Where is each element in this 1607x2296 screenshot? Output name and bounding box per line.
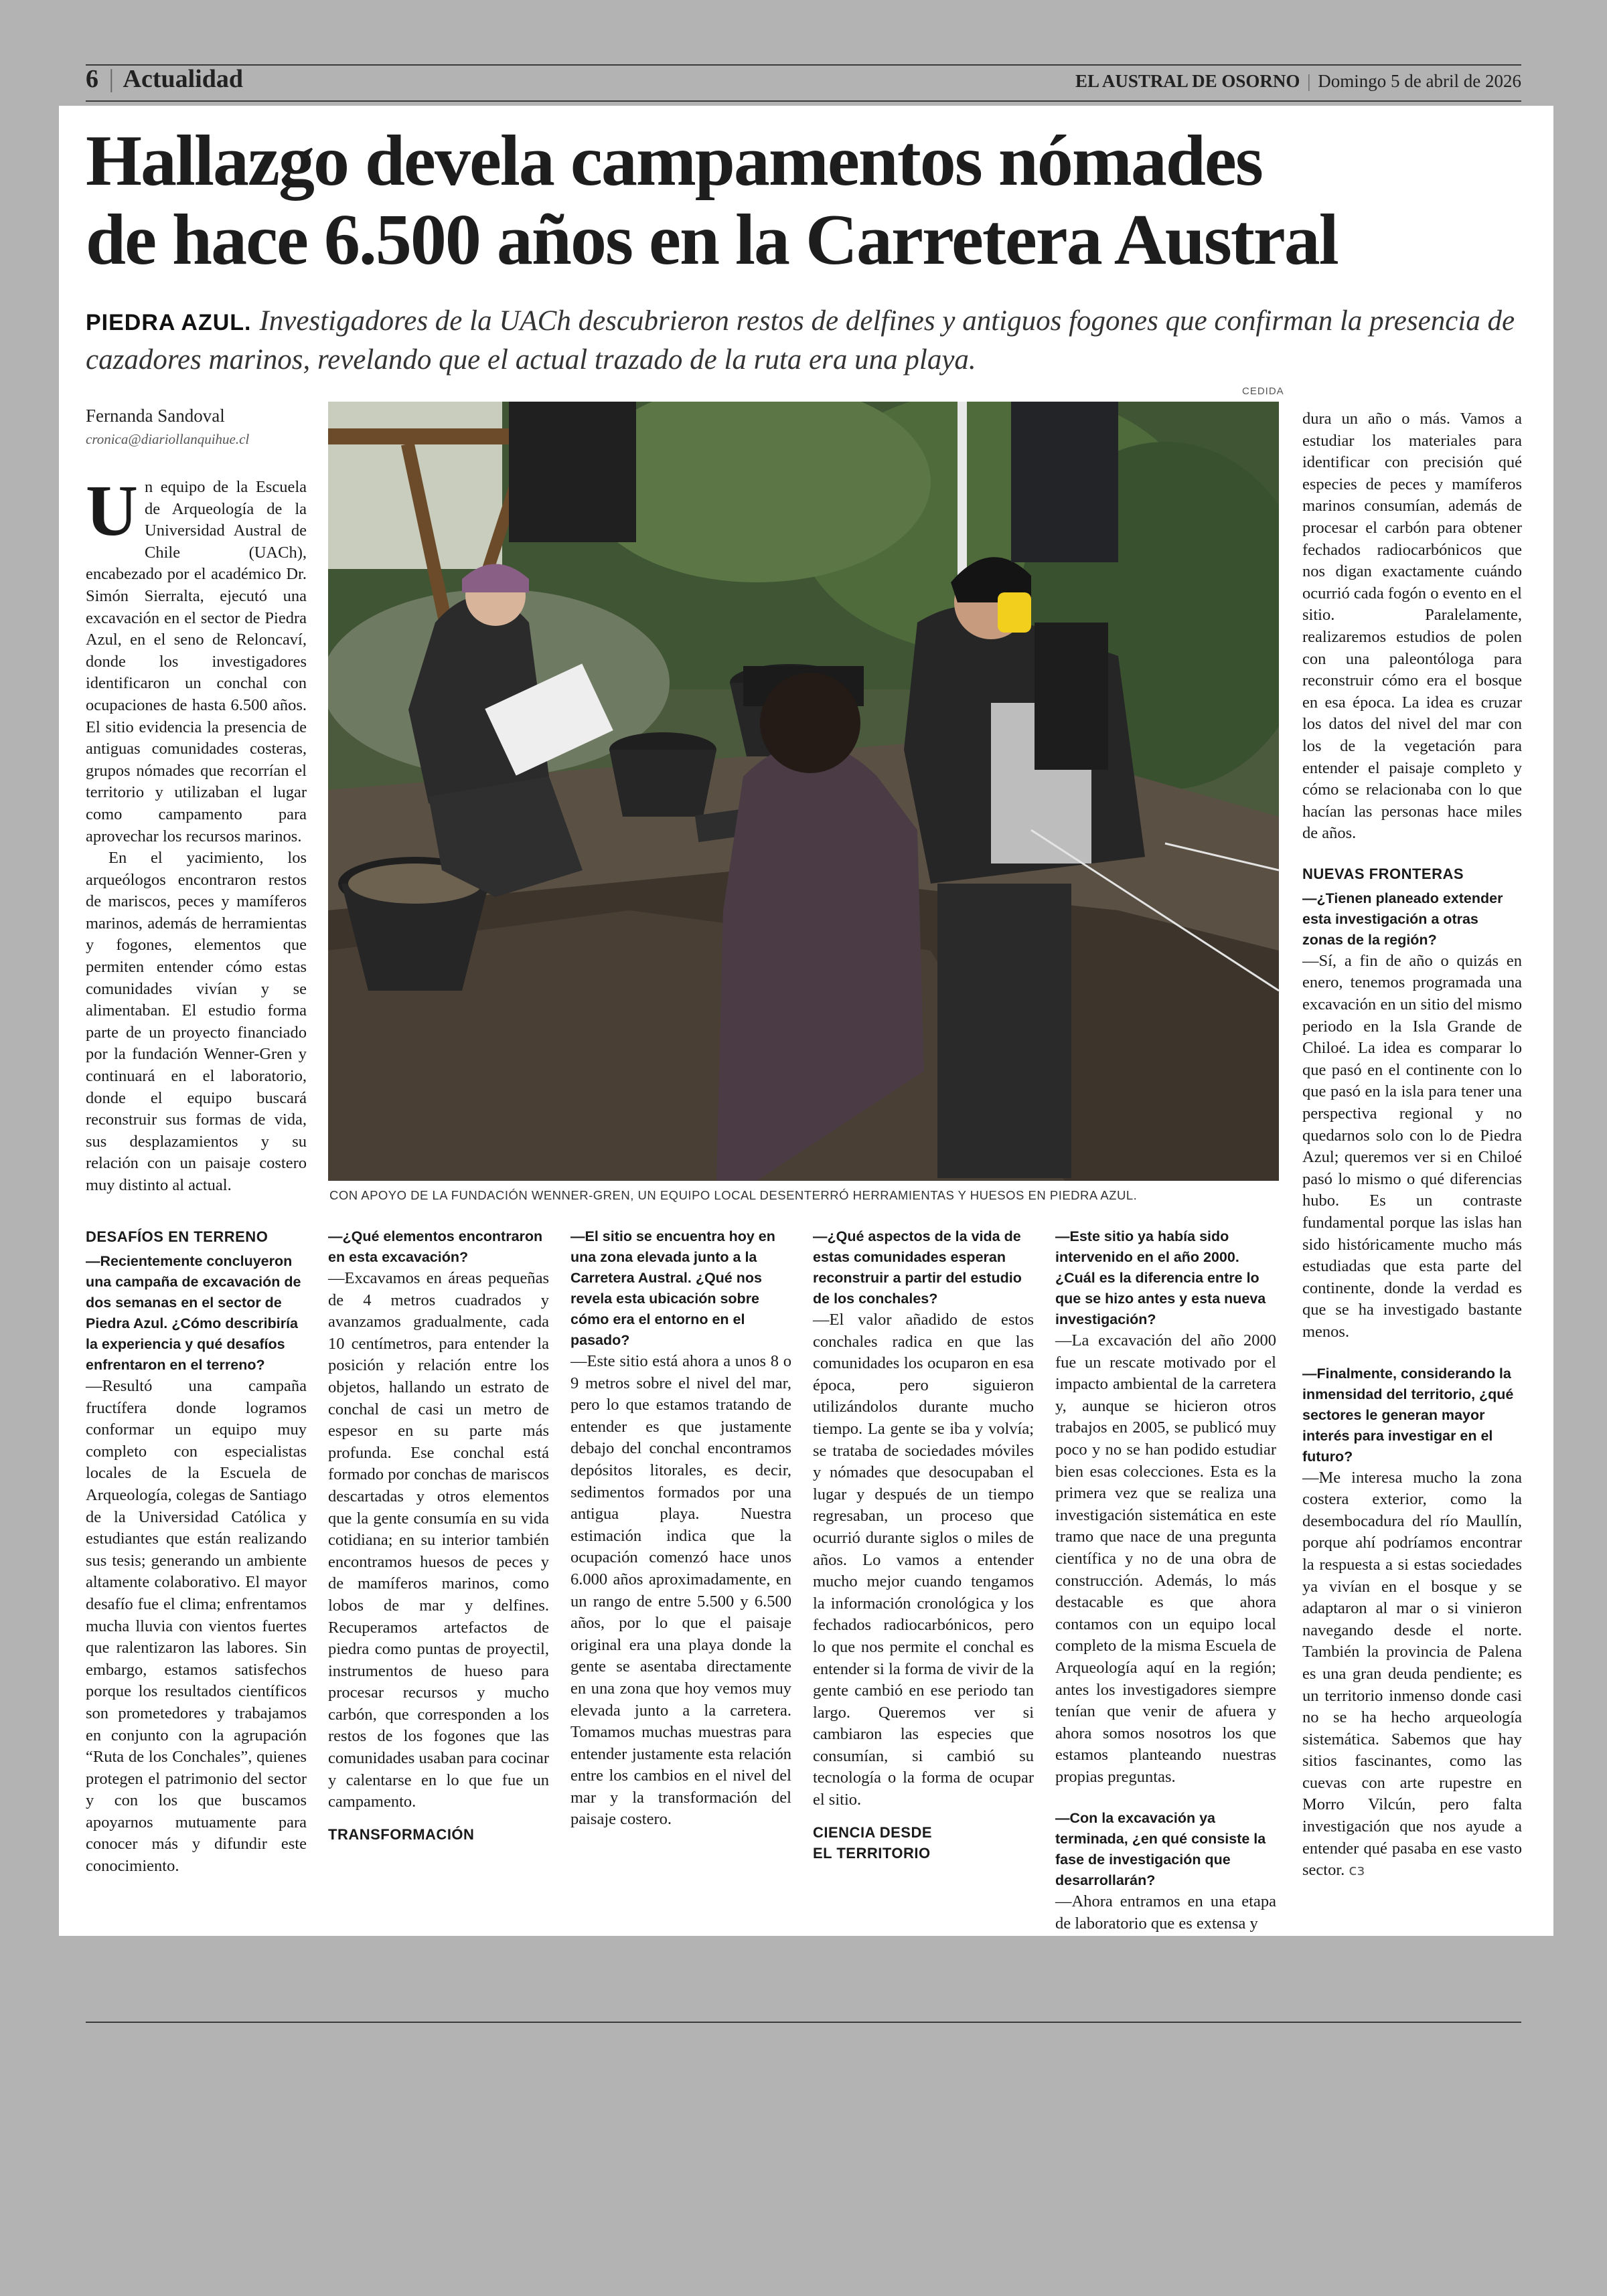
column-5 (1055, 1226, 1276, 1935)
intro-column (86, 471, 307, 1197)
column-1 (86, 1226, 307, 1878)
question-4: —¿Qué aspectos de la vida de estas comunidades esperan reconstruir a partir del estudio de los conchales? (813, 1228, 1022, 1307)
column-4 (813, 1226, 1034, 1864)
section-title-nuevas-fronteras: NUEVAS FRONTERAS (1302, 865, 1464, 882)
section-title-ciencia-line-1: CIENCIA DESDE (813, 1823, 933, 1841)
publication-date: Domingo 5 de abril de 2026 (1318, 71, 1521, 91)
answer-8-text: —Me interesa mucho la zona costera exterior, como la desembocadura del río Maullín, porque ahí podríamos encontrar la respuesta a si estas sociedades ya vivían en el bosque y se adaptaron al mar o si vinieron navegando desde el norte. También la provincia de Palena es una gran deuda pendiente; es un territorio inmenso donde casi no se ha hecho arqueología sistemática. Sabemos que hay sitios fascinantes, como las cuevas con arte rupestre en Morro Vilcún, pero falta investigación que nos ayude a entender qué pasaba en ese vasto sector. (1302, 1468, 1522, 1880)
author-name: Fernanda Sandoval (86, 406, 225, 426)
drop-cap: U (86, 471, 138, 551)
headline-line-1: Hallazgo devela campamentos nómades (86, 121, 1262, 201)
excavation-photo (328, 402, 1279, 1181)
question-3: —El sitio se encuentra hoy en una zona elevada junto a la Carretera Austral. ¿Qué nos revela esta ubicación sobre cómo era el entorno en el pasado? (570, 1228, 775, 1348)
publication-dateline: EL AUSTRAL DE OSORNO | Domingo 5 de abril de 2026 (1075, 71, 1521, 91)
headline-line-2: de hace 6.500 años en la Carretera Austral (86, 200, 1338, 280)
answer-4: —El valor añadido de estos conchales radica en que las comunidades los ocuparon en esa época, pero siguieron utilizándolos durante mucho tiempo. La gente se iba y volvía; se trataba de sociedades móviles y nómades que desocupaban el lugar y después de un tiempo regresaban, un proceso que ocurrió durante siglos o miles de años. Lo vamos a entender mucho mejor cuando tengamos la información cronológica y los fechados radiocarbónicos, pero lo que nos permite el conchal es entender si la forma de vivir de la gente cambió en ese periodo tan largo. Queremos ver si cambiaron las especies que consumían, si cambió su tecnología o la forma de ocupar el sitio. (813, 1311, 1034, 1809)
question-7: —¿Tienen planeado extender esta investigación a otras zonas de la región? (1302, 890, 1503, 948)
article-lead (86, 303, 1519, 379)
headline (86, 122, 1532, 280)
answer-6-start: —Ahora entramos en una etapa de laboratorio que es extensa y (1055, 1892, 1276, 1933)
page-number: 6 (86, 65, 98, 93)
section-title-ciencia-line-2: EL TERRITORIO (813, 1844, 931, 1862)
lead-kicker: PIEDRA AZUL. (86, 310, 252, 335)
page-section-label: 6 | Actualidad (86, 65, 243, 93)
section-title-transformacion: TRANSFORMACIÓN (328, 1825, 475, 1843)
section-name: Actualidad (123, 65, 243, 93)
intro-paragraph-2: En el yacimiento, los arqueólogos encontraron restos de mariscos, peces y mamíferos marinos, además de herramientas y fogones, elementos que permiten entender cómo estas comunidades vivían y se alimentaban. El estudio forma parte de un proyecto financiado por la fundación Wenner-Gren y continuará en el laboratorio, donde el equipo buscará reconstruir sus formas de vida, sus desplazamientos y su relación con un paisaje costero muy distinto al actual. (86, 849, 307, 1194)
question-6: —Con la excavación ya terminada, ¿en qué consiste la fase de investigación que desarrollarán? (1055, 1810, 1266, 1889)
section-title-ciencia (813, 1822, 1034, 1864)
answer-6-continued: dura un año o más. Vamos a estudiar los materiales para identificar con precisión qué especies de peces y mamíferos marinos consumían, además de procesar el carbón para obtener fechados radiocarbónicos que nos digan exactamente cuándo ocurrió cada fogón o evento en el sitio. Paralelamente, realizaremos estudios de polen con una paleontóloga para reconstruir cómo era el bosque en esa época. La idea es cruzar los datos del nivel del mar con los de la vegetación para entender el paisaje completo y cómo se relacionaba con lo que hacían las personas hace miles de años. (1302, 410, 1522, 843)
lead-text: Investigadores de la UACh descubrieron restos de delfines y antiguos fogones que confirman la presencia de cazadores marinos, revelando que el actual trazado de la ruta era una playa. (86, 305, 1515, 376)
column-6 (1302, 408, 1522, 1882)
column-3 (570, 1226, 791, 1831)
answer-8 (1302, 1467, 1522, 1882)
answer-7: —Sí, a fin de año o quizás en enero, tenemos programada una excavación en un sitio del mismo periodo en la Isla Grande de Chiloé. La idea es comparar lo que pasó en el continente con lo que pasó en la isla para tener una perspectiva regional y no quedarnos solo con lo de Piedra Azul; queremos ver si en Chiloé pasó lo mismo o qué diferencias hubo. Es un contraste fundamental porque las islas han sido históricamente mucho más estudiadas que esta parte del continente, donde la verdad es que se ha investigado bastante menos. (1302, 951, 1522, 1341)
photo-caption: CON APOYO DE LA FUNDACIÓN WENNER-GREN, UN EQUIPO LOCAL DESENTERRÓ HERRAMIENTAS Y HUESOS EN PIEDRA AZUL. (329, 1188, 1138, 1202)
answer-3: —Este sitio está ahora a unos 8 o 9 metros sobre el nivel del mar, pero lo que estamos tratando de entender es que justamente debajo del conchal encontramos depósitos litorales, es decir, sedimentos formados por una antigua playa. Nuestra estimación indica que la ocupación comenzó hace unos 6.000 años aproximadamente, en un rango de entre 5.500 y 6.500 años, por lo que el paisaje original era una playa donde la gente se asentaba directamente en una zona que hoy vemos muy elevada junto a la carretera. Tomamos muchas muestras para entender justamente esta relación entre los cambios en el nivel del mar y la transformación del paisaje costero. (570, 1352, 791, 1829)
column-2 (328, 1226, 549, 1845)
question-5: —Este sitio ya había sido intervenido en el año 2000. ¿Cuál es la diferencia entre lo que se hizo antes y esta nueva investigación? (1055, 1228, 1266, 1327)
question-8: —Finalmente, considerando la inmensidad del territorio, ¿qué sectores le generan mayor interés para investigar en el futuro? (1302, 1365, 1514, 1465)
answer-1: —Resultó una campaña fructífera donde logramos conformar un equipo muy completo con especialistas locales de la Escuela de Arqueología, colegas de Santiago de la Universidad Católica y estudiantes que están realizando sus tesis; generando un ambiente altamente colaborativo. El mayor desafío fue el clima; enfrentamos mucha lluvia con vientos fuertes que ralentizaron las labores. Sin embargo, estamos satisfechos porque los resultados científicos son prometedores y trabajamos en conjunto con la agrupación “Ruta de los Conchales”, quienes protegen el patrimonio del sector y con los que buscamos apoyarnos mutuamente para conocer más y difundir este conocimiento. (86, 1377, 307, 1876)
answer-5: —La excavación del año 2000 fue un rescate motivado por el impacto ambiental de la carretera y, aunque se hicieron otros trabajos en 2005, se publicó muy poco y no se han podido estudiar bien esas colecciones. Esta es la primera vez que se realiza una investigación sistemática en este tramo que nace de una pregunta científica y no de una obra de construcción. Además, lo más destacable es que ahora contamos con un equipo local completo de la misma Escuela de Arqueología aquí en la región; antes los investigadores siempre tenían que venir de afuera y ahora somos nosotros los que estamos planteando nuestras propias preguntas. (1055, 1331, 1276, 1786)
publication-name: EL AUSTRAL DE OSORNO (1075, 71, 1300, 91)
end-mark: ᴄɜ (1349, 1862, 1365, 1880)
answer-2: —Excavamos en áreas pequeñas de 4 metros cuadrados y avanzamos gradualmente, cada 10 centímetros, para entender la posición y relación entre los objetos, hallando un estrato de conchal de casi un metro de espesor en su parte más profunda. Ese conchal está formado por conchas de mariscos descartadas y otros elementos que la gente consumía en su vida cotidiana; en su interior también encontramos huesos de peces y de mamíferos marinos, como lobos de mar y delfines. Recuperamos artefactos de piedra como puntas de proyectil, instrumentos de hueso para procesar recursos y mucho carbón, que corresponden a los restos de los fogones que las comunidades usaban para cocinar y calentarse en lo que fue un campamento. (328, 1269, 549, 1811)
section-title-desafios: DESAFÍOS EN TERRENO (86, 1228, 269, 1245)
question-2: —¿Qué elementos encontraron en esta excavación? (328, 1228, 543, 1265)
photo-credit: CEDIDA (1242, 386, 1284, 397)
question-1: —Recientemente concluyeron una campaña de excavación de dos semanas en el sector de Piedra Azul. ¿Cómo describiría la experiencia y qué desafíos enfrentaron en el terreno? (86, 1253, 301, 1373)
intro-paragraph-1: n equipo de la Escuela de Arqueología de la Universidad Austral de Chile (UACh), encabezado por el académico Dr. Simón Sierralta, ejecutó una excavación en el sector de Piedra Azul, en el seno de Reloncaví, donde los investigadores identificaron un conchal con ocupaciones de hasta 6.500 años. El sitio evidencia la presencia de antiguas comunidades costeras, grupos nómades que recorrían el territorio y utilizaban el lugar como campamento para aprovechar los recursos marinos. (86, 478, 307, 845)
author-email: cronica@diariollanquihue.cl (86, 431, 250, 447)
